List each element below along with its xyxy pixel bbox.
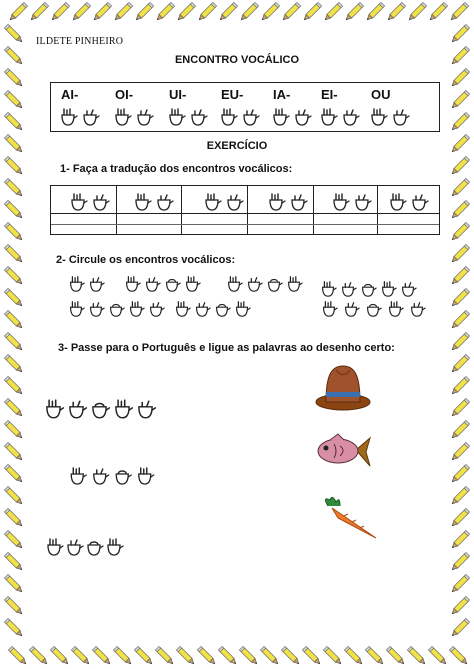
hand-sign-icon — [139, 401, 156, 418]
hand-sign-icon — [322, 109, 337, 125]
pencil-icon — [450, 618, 469, 637]
pencil-icon — [71, 2, 90, 21]
hand-sign-icon — [91, 303, 105, 317]
pencil-icon — [407, 2, 426, 21]
pencil-icon — [4, 178, 23, 197]
pencil-icon — [197, 2, 216, 21]
vowel-cell — [273, 87, 328, 102]
pencil-icon — [218, 646, 237, 665]
question-3: 3- Passe para o Português e ligue as palavras ao desenho certo: — [58, 342, 395, 354]
hand-sign-icon — [192, 110, 207, 125]
table-divider — [51, 213, 439, 214]
pencil-icon — [302, 646, 321, 665]
sign-hand-icon — [165, 107, 209, 127]
pencil-icon — [4, 552, 23, 571]
hand-sign-icon — [71, 302, 85, 316]
hand-sign-icon — [394, 110, 409, 125]
pencil-icon — [450, 222, 469, 241]
hand-sign-icon — [94, 469, 109, 484]
vowel-cell — [371, 87, 426, 102]
pencil-icon — [365, 2, 384, 21]
carrot-icon — [318, 496, 380, 544]
pencil-icon — [239, 646, 258, 665]
sign-hand-icon — [67, 192, 111, 212]
pencil-icon — [386, 2, 405, 21]
hand-sign-icon — [296, 110, 311, 125]
sign-word — [318, 300, 428, 318]
hand-sign-icon — [412, 303, 426, 317]
hand-sign-icon — [274, 109, 289, 125]
pencil-icon — [450, 464, 469, 483]
hand-sign-icon — [197, 303, 211, 317]
hand-sign-icon — [270, 194, 285, 210]
pencil-icon — [281, 2, 300, 21]
table-divider — [313, 186, 314, 234]
hand-sign-icon — [343, 283, 357, 297]
hand-sign-icon — [68, 540, 83, 555]
pencil-icon — [4, 618, 23, 637]
pencil-icon — [344, 646, 363, 665]
pencil-icon — [4, 376, 23, 395]
pencil-icon — [450, 200, 469, 219]
hand-sign-icon — [403, 283, 417, 297]
pencil-icon — [176, 2, 195, 21]
pencil-icon — [113, 646, 132, 665]
hand-sign-icon — [206, 194, 221, 210]
pencil-icon — [4, 288, 23, 307]
sign-word — [44, 537, 124, 557]
pencil-icon — [29, 646, 48, 665]
pencil-icon — [450, 442, 469, 461]
pencil-icon — [260, 2, 279, 21]
translation-table — [50, 185, 440, 235]
pencil-icon — [155, 2, 174, 21]
vowel-label: EU- — [221, 87, 244, 102]
pencil-icon — [450, 310, 469, 329]
question-2: 2- Circule os encontros vocálicos: — [56, 254, 236, 266]
hand-sign-icon — [237, 302, 251, 316]
hand-sign-icon — [292, 195, 307, 210]
pencil-icon — [4, 354, 23, 373]
pencil-icon — [4, 332, 23, 351]
sign-hand-icon — [57, 107, 101, 127]
hand-sign-icon — [62, 109, 77, 125]
pencil-icon — [450, 156, 469, 175]
pencil-icon — [450, 508, 469, 527]
pencil-icon — [218, 2, 237, 21]
hand-sign-icon — [136, 194, 151, 210]
pencil-icon — [428, 646, 447, 665]
page-title: ENCONTRO VOCÁLICO — [174, 54, 300, 66]
sign-hand-icon — [217, 107, 261, 127]
pencil-icon — [450, 288, 469, 307]
pencil-icon — [281, 646, 300, 665]
hand-sign-icon — [344, 110, 359, 125]
sign-word — [224, 275, 304, 293]
sign-hand-icon — [317, 107, 361, 127]
sign-hand-icon — [329, 192, 373, 212]
hand-sign-icon — [70, 401, 87, 418]
pencil-icon — [4, 200, 23, 219]
hand-sign-icon — [368, 305, 382, 317]
vowel-encounter-box — [50, 82, 440, 132]
table-divider — [181, 186, 182, 234]
hand-sign-icon — [222, 109, 237, 125]
sign-word — [172, 300, 252, 318]
sign-word — [66, 275, 106, 293]
pencil-icon — [386, 646, 405, 665]
table-divider — [51, 224, 439, 225]
sign-word — [42, 398, 157, 420]
author-name: ILDETE PINHEIRO — [36, 36, 124, 47]
sign-word — [122, 275, 202, 293]
pencil-icon — [92, 2, 111, 21]
pencil-icon — [239, 2, 258, 21]
table-divider — [247, 186, 248, 234]
hand-sign-icon — [94, 195, 109, 210]
hand-sign-icon — [289, 277, 303, 291]
pencil-icon — [450, 244, 469, 263]
hand-sign-icon — [84, 110, 99, 125]
hand-sign-icon — [91, 278, 105, 292]
pencil-icon — [50, 646, 69, 665]
sign-hand-icon — [111, 107, 155, 127]
pencil-icon — [407, 646, 426, 665]
hand-sign-icon — [323, 282, 337, 296]
pencil-icon — [4, 442, 23, 461]
pencil-icon — [4, 112, 23, 131]
pencil-icon — [4, 24, 23, 43]
hand-sign-icon — [269, 280, 283, 292]
vowel-cell — [115, 87, 170, 102]
vowel-cell — [169, 87, 224, 102]
pencil-icon — [4, 68, 23, 87]
hand-sign-icon — [187, 277, 201, 291]
hand-sign-icon — [167, 280, 181, 292]
sign-hand-icon — [367, 107, 411, 127]
hand-sign-icon — [151, 303, 165, 317]
hand-sign-icon — [324, 302, 338, 316]
pencil-icon — [4, 464, 23, 483]
fish-icon — [316, 432, 372, 470]
hand-sign-icon — [116, 471, 131, 484]
hand-sign-icon — [249, 278, 263, 292]
pencil-icon — [450, 68, 469, 87]
hand-sign-icon — [108, 539, 123, 555]
sign-hand-icon — [265, 192, 309, 212]
hand-sign-icon — [138, 110, 153, 125]
hand-sign-icon — [116, 400, 133, 418]
hand-sign-icon — [229, 277, 243, 291]
hand-sign-icon — [158, 195, 173, 210]
hand-sign-icon — [390, 302, 404, 316]
pencil-icon — [323, 2, 342, 21]
pencil-icon — [450, 112, 469, 131]
pencil-icon — [344, 2, 363, 21]
pencil-icon — [450, 90, 469, 109]
pencil-icon — [113, 2, 132, 21]
vowel-label: AI- — [61, 87, 79, 102]
pencil-icon — [4, 574, 23, 593]
hand-sign-icon — [363, 285, 377, 297]
pencil-icon — [4, 530, 23, 549]
vowel-cell — [321, 87, 376, 102]
hand-sign-icon — [139, 468, 154, 484]
hand-sign-icon — [71, 468, 86, 484]
pencil-icon — [4, 244, 23, 263]
sign-hand-icon — [386, 192, 430, 212]
pencil-icon — [4, 596, 23, 615]
question-1: 1- Faça a tradução dos encontros vocálicos: — [60, 163, 293, 175]
hand-sign-icon — [47, 400, 64, 418]
vowel-cell — [221, 87, 276, 102]
pencil-icon — [197, 646, 216, 665]
vowel-label: OU — [371, 87, 391, 102]
pencil-icon — [176, 646, 195, 665]
pencil-icon — [29, 2, 48, 21]
hand-sign-icon — [391, 194, 406, 210]
hand-sign-icon — [71, 277, 85, 291]
pencil-icon — [450, 596, 469, 615]
pencil-icon — [450, 24, 469, 43]
sign-hand-icon — [201, 192, 245, 212]
vowel-label: UI- — [169, 87, 187, 102]
hand-sign-icon — [372, 109, 387, 125]
vowel-label: IA- — [273, 87, 291, 102]
hand-sign-icon — [48, 539, 63, 555]
hand-sign-icon — [244, 110, 259, 125]
pencil-icon — [134, 646, 153, 665]
pencil-icon — [450, 420, 469, 439]
pencil-icon — [450, 266, 469, 285]
table-divider — [377, 186, 378, 234]
hand-sign-icon — [383, 282, 397, 296]
pencil-icon — [450, 354, 469, 373]
exercise-heading: EXERCÍCIO — [206, 140, 268, 152]
pencil-icon — [4, 310, 23, 329]
vowel-label: OI- — [115, 87, 134, 102]
vowel-cell — [61, 87, 116, 102]
hand-sign-icon — [170, 109, 185, 125]
pencil-icon — [450, 530, 469, 549]
vowel-label: EI- — [321, 87, 338, 102]
pencil-icon — [450, 332, 469, 351]
pencil-icon — [260, 646, 279, 665]
hand-sign-icon — [116, 109, 131, 125]
pencil-icon — [134, 2, 153, 21]
hand-sign-icon — [413, 195, 428, 210]
pencil-icon — [8, 646, 27, 665]
pencil-icon — [4, 90, 23, 109]
pencil-icon — [4, 156, 23, 175]
pencil-icon — [450, 376, 469, 395]
hand-sign-icon — [356, 195, 371, 210]
hand-sign-icon — [228, 195, 243, 210]
pencil-icon — [4, 420, 23, 439]
pencil-icon — [450, 178, 469, 197]
hand-sign-icon — [147, 278, 161, 292]
pencil-icon — [450, 574, 469, 593]
pencil-icon — [4, 486, 23, 505]
hat-icon — [314, 358, 372, 412]
pencil-icon — [4, 266, 23, 285]
hand-sign-icon — [346, 303, 360, 317]
sign-word — [66, 300, 166, 318]
hand-sign-icon — [72, 194, 87, 210]
pencil-icon — [4, 222, 23, 241]
hand-sign-icon — [111, 305, 125, 317]
hand-sign-icon — [334, 194, 349, 210]
hand-sign-icon — [127, 277, 141, 291]
pencil-icon — [365, 646, 384, 665]
pencil-icon — [302, 2, 321, 21]
pencil-icon — [428, 2, 447, 21]
pencil-icon — [323, 646, 342, 665]
pencil-icon — [92, 646, 111, 665]
pencil-icon — [449, 2, 468, 21]
pencil-icon — [450, 552, 469, 571]
sign-hand-icon — [131, 192, 175, 212]
pencil-icon — [450, 398, 469, 417]
hand-sign-icon — [131, 302, 145, 316]
sign-word — [66, 466, 156, 486]
pencil-icon — [450, 486, 469, 505]
pencil-icon — [155, 646, 174, 665]
hand-sign-icon — [93, 404, 110, 418]
pencil-icon — [8, 2, 27, 21]
hand-sign-icon — [88, 542, 103, 555]
hand-sign-icon — [177, 302, 191, 316]
pencil-icon — [4, 398, 23, 417]
pencil-icon — [449, 646, 468, 665]
pencil-icon — [71, 646, 90, 665]
table-divider — [116, 186, 117, 234]
pencil-icon — [50, 2, 69, 21]
sign-word — [318, 280, 418, 298]
hand-sign-icon — [217, 305, 231, 317]
sign-hand-icon — [269, 107, 313, 127]
pencil-icon — [4, 508, 23, 527]
